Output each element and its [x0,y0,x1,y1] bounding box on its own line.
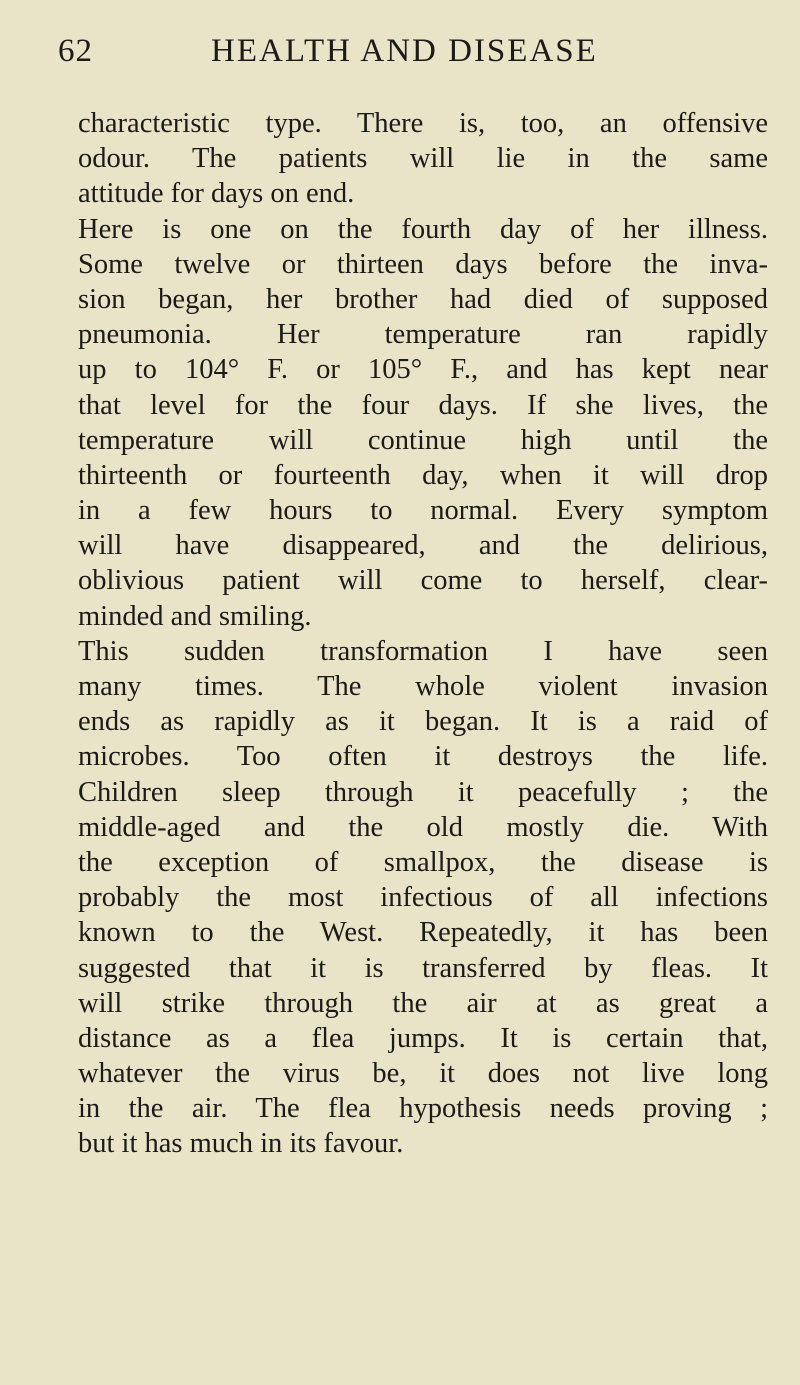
text-line: that level for the four days. If she lives, the [78,389,768,421]
text-line: attitude for days on end. [78,178,355,210]
text-line: pneumonia. Her temperature ran rapidly [78,319,768,351]
text-line: but it has much in its favour. [78,1128,404,1160]
text-line: in the air. The flea hypothesis needs proving ; [78,1093,768,1125]
text-line: thirteenth or fourteenth day, when it will drop [78,459,768,491]
text-line: characteristic type. There is, too, an offensive [78,108,768,139]
text-line: suggested that it is transferred by fleas. It [78,952,768,984]
text-line: will strike through the air at as great a [78,987,768,1019]
text-line: middle-aged and the old mostly die. With [78,811,768,843]
text-line: up to 104° F. or 105° F., and has kept near [78,354,768,386]
text-line: This sudden transformation I have seen [78,635,768,667]
running-title: HEALTH AND DISEASE [211,33,598,69]
text-line: known to the West. Repeatedly, it has been [78,917,768,949]
text-line: ends as rapidly as it began. It is a raid of [78,706,768,738]
text-line: will have disappeared, and the delirious, [78,530,768,562]
text-line: many times. The whole violent invasion [78,671,768,702]
text-line: Some twelve or thirteen days before the inva- [78,248,768,280]
text-line: odour. The patients will lie in the same [78,143,768,175]
text-line: oblivious patient will come to herself, clear- [78,565,768,597]
text-line: sion began, her brother had died of supposed [78,283,768,315]
text-line: minded and smiling. [78,600,312,632]
text-line: temperature will continue high until the [78,424,768,456]
text-line: Here is one on the fourth day of her illness. [78,213,768,245]
running-head [58,33,758,81]
body-text [78,106,768,1162]
text-line: microbes. Too often it destroys the life. [78,741,768,773]
text-line: distance as a flea jumps. It is certain that, [78,1022,768,1054]
text-line: the exception of smallpox, the disease is [78,846,768,878]
text-line: whatever the virus be, it does not live long [78,1058,768,1090]
page-number: 62 [58,33,93,69]
text-line: in a few hours to normal. Every symptom [78,495,768,527]
text-line: probably the most infectious of all infections [78,882,768,914]
text-line: Children sleep through it peacefully ; the [78,776,768,808]
